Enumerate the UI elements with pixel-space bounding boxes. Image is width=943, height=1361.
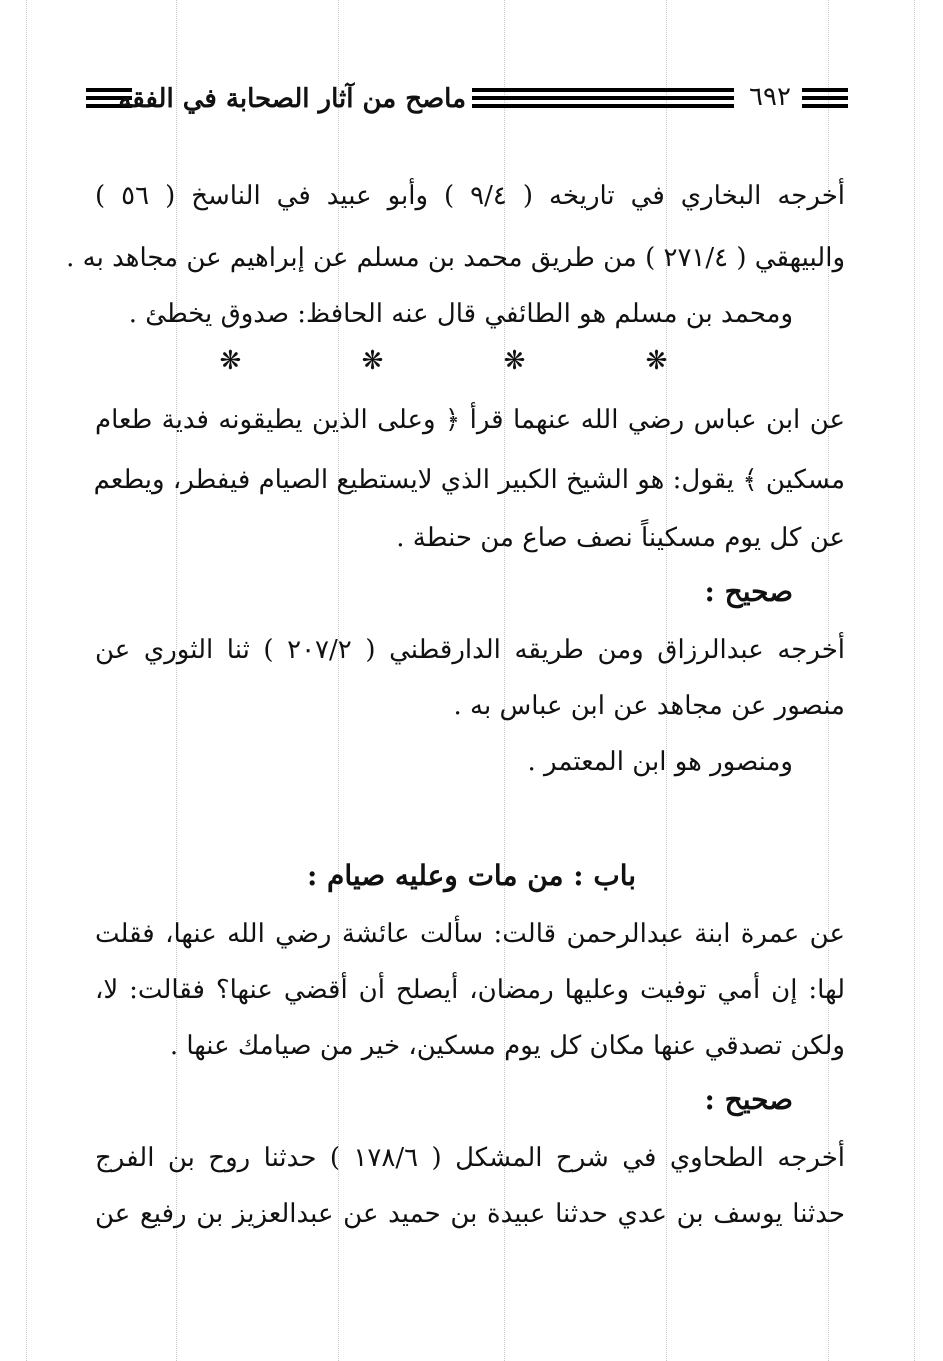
text-line: أخرجه الطحاوي في شرح المشكل ( ١٧٨/٦ ) حدثنا روح بن الفرج: [95, 1143, 845, 1173]
text-line: والبيهقي ( ٢٧١/٤ ) من طريق محمد بن مسلم عن إبراهيم عن مجاهد به .: [66, 243, 845, 273]
text-line: ولكن تصدقي عنها مكان كل يوم مسكين، خير من صيامك عنها .: [169, 1031, 845, 1061]
text-line: منصور عن مجاهد عن ابن عباس به .: [453, 691, 845, 721]
text-line: ومحمد بن مسلم هو الطائفي قال عنه الحافظ: صدوق يخطئ .: [128, 299, 793, 329]
text-line: عن كل يوم مسكيناً نصف صاع من حنطة .: [396, 523, 845, 553]
grading-label: صحيح :: [704, 1083, 793, 1116]
text-line: عن عمرة ابنة عبدالرحمن قالت: سألت عائشة رضي الله عنها، فقلت: [95, 919, 845, 949]
header-rule-middle: [472, 88, 734, 114]
running-title: ماصح من آثار الصحابة في الفقه: [118, 84, 466, 114]
column-guide: [914, 0, 915, 1361]
text-line: مسكين ﴾ يقول: هو الشيخ الكبير الذي لايستطيع الصيام فيفطر، ويطعم: [93, 465, 845, 495]
text-line: حدثنا يوسف بن عدي حدثنا عبيدة بن حميد عن عبدالعزيز بن رفيع عن: [95, 1199, 845, 1229]
section-separator: ❋ ❋ ❋ ❋: [219, 346, 724, 376]
grading-label: صحيح :: [704, 575, 793, 608]
column-guide: [26, 0, 27, 1361]
text-line: أخرجه عبدالرزاق ومن طريقه الدارقطني ( ٢٠٧/٢ ) ثنا الثوري عن: [95, 635, 845, 665]
header-rule-right: [802, 88, 848, 114]
text-line: أخرجه البخاري في تاريخه ( ٩/٤ ) وأبو عبيد في الناسخ ( ٥٦ ): [95, 181, 845, 211]
text-line: عن ابن عباس رضي الله عنهما قرأ ﴿ وعلى الذين يطيقونه فدية طعام: [95, 405, 845, 435]
text-line: لها: إن أمي توفيت وعليها رمضان، أيصلح أن أقضي عنها؟ فقالت: لا،: [95, 975, 845, 1005]
text-line: ومنصور هو ابن المعتمر .: [527, 747, 793, 777]
chapter-heading: باب : من مات وعليه صيام :: [306, 859, 637, 892]
page-number: ٦٩٢: [749, 82, 791, 112]
running-header: [80, 80, 850, 120]
